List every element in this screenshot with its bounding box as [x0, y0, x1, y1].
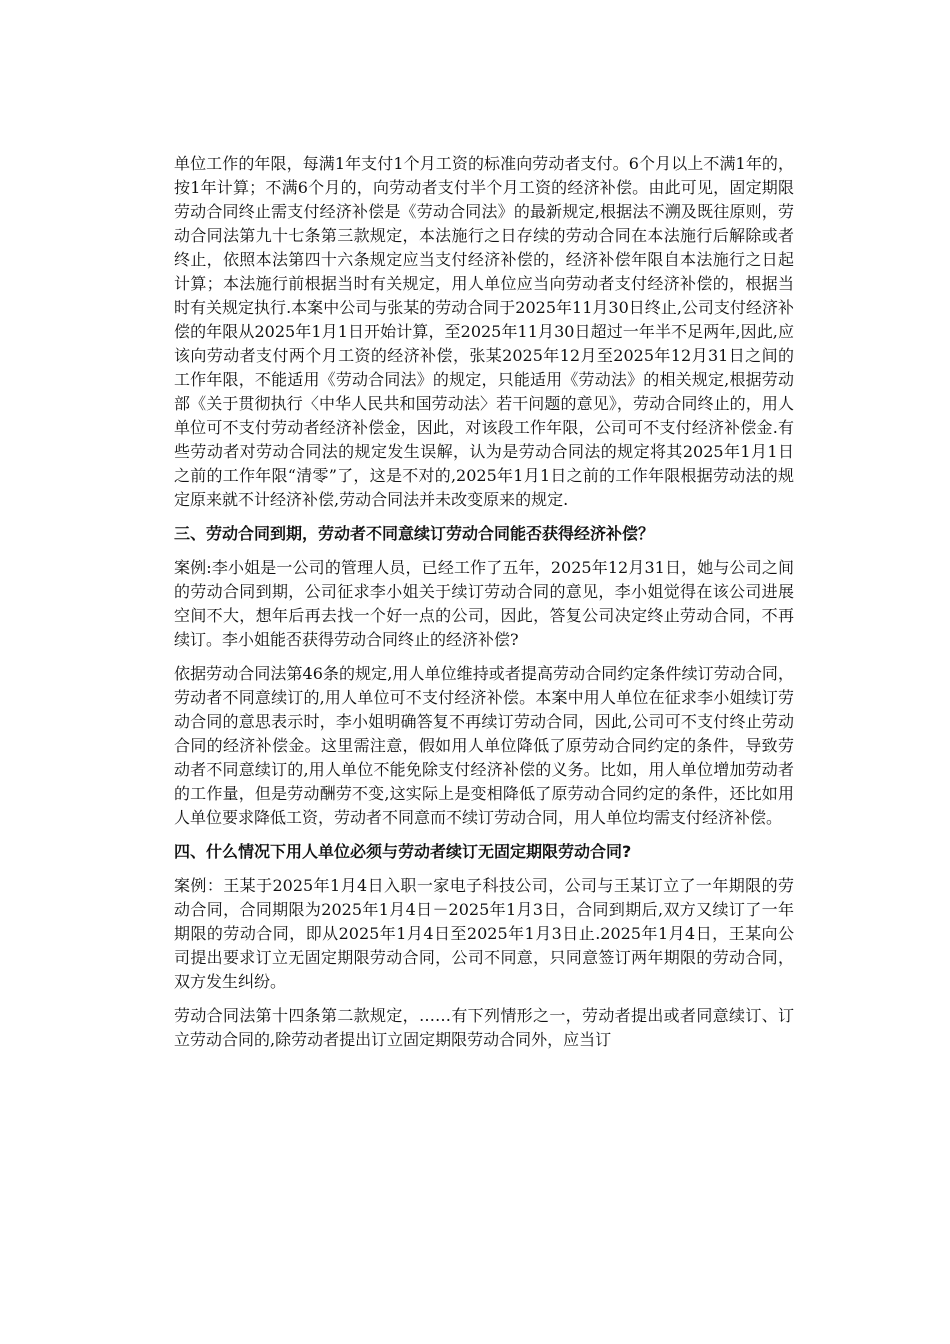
- paragraph-severance-explanation: 单位工作的年限，每满1年支付1个月工资的标准向劳动者支付。6个月以上不满1年的，按1年计算；不满6个月的，向劳动者支付半个月工资的经济补偿。由此可见，固定期限劳动合同终止需支付经济补偿是《劳动合同法》的最新规定,根据法不溯及既往原则，劳动合同法第九十七条第三款规定，本法施行之日存续的劳动合同在本法施行后解除或者终止，依照本法第四十六条规定应当支付经济补偿的，经济补偿年限自本法施行之日起计算；本法施行前根据当时有关规定，用人单位应当向劳动者支付经济补偿的，根据当时有关规定执行.本案中公司与张某的劳动合同于2025年11月30日终止,公司支付经济补偿的年限从2025年1月1日开始计算，至2025年11月30日超过一年半不足两年,因此,应该向劳动者支付两个月工资的经济补偿，张某2025年12月至2025年12月31日之间的工作年限，不能适用《劳动合同法》的规定，只能适用《劳动法》的相关规定,根据劳动部《关于贯彻执行〈中华人民共和国劳动法〉若干问题的意见》，劳动合同终止的，用人单位可不支付劳动者经济补偿金，因此，对该段工作年限，公司可不支付经济补偿金.有些劳动者对劳动合同法的规定发生误解，认为是劳动合同法的规定将其2025年1月1日之前的工作年限“清零”了，这是不对的,2025年1月1日之前的工作年限根据劳动法的规定原来就不计经济补偿,劳动合同法并未改变原来的规定.: [174, 154, 794, 509]
- document-page: [174, 152, 794, 1062]
- paragraph-case-wang: 案例：王某于2025年1月4日入职一家电子科技公司，公司与王某订立了一年期限的劳动合同，合同期限为2025年1月4日－2025年1月3日，合同到期后,双方又续订了一年期限的劳动合同，即从2025年1月4日至2025年1月3日止.2025年1月4日，王某向公司提出要求订立无固定期限劳动合同，公司不同意，只同意签订两年期限的劳动合同，双方发生纠纷。: [174, 876, 794, 991]
- paragraph-article-14: 劳动合同法第十四条第二款规定，……有下列情形之一，劳动者提出或者同意续订、订立劳动合同的,除劳动者提出订立固定期限劳动合同外，应当订: [174, 1006, 794, 1049]
- section-heading-3: 三、劳动合同到期，劳动者不同意续订劳动合同能否获得经济补偿？: [174, 524, 655, 543]
- section-heading-4: 四、什么情况下用人单位必须与劳动者续订无固定期限劳动合同?: [174, 842, 632, 861]
- paragraph-article-46: 依据劳动合同法第46条的规定,用人单位维持或者提高劳动合同约定条件续订劳动合同，劳动者不同意续订的,用人单位可不支付经济补偿。本案中用人单位在征求李小姐续订劳动合同的意思表示时，李小姐明确答复不再续订劳动合同，因此,公司可不支付终止劳动合同的经济补偿金。这里需注意，假如用人单位降低了原劳动合同约定的条件，导致劳动者不同意续订的,用人单位不能免除支付经济补偿的义务。比如，用人单位增加劳动者的工作量，但是劳动酬劳不变,这实际上是变相降低了原劳动合同约定的条件，还比如用人单位要求降低工资，劳动者不同意而不续订劳动合同，用人单位均需支付经济补偿。: [174, 664, 794, 827]
- paragraph-case-li: 案例:李小姐是一公司的管理人员，已经工作了五年，2025年12月31日，她与公司之间的劳动合同到期，公司征求李小姐关于续订劳动合同的意见，李小姐觉得在该公司进展空间不大，想年后再去找一个好一点的公司，因此，答复公司决定终止劳动合同，不再续订。李小姐能否获得劳动合同终止的经济补偿?: [174, 558, 794, 649]
